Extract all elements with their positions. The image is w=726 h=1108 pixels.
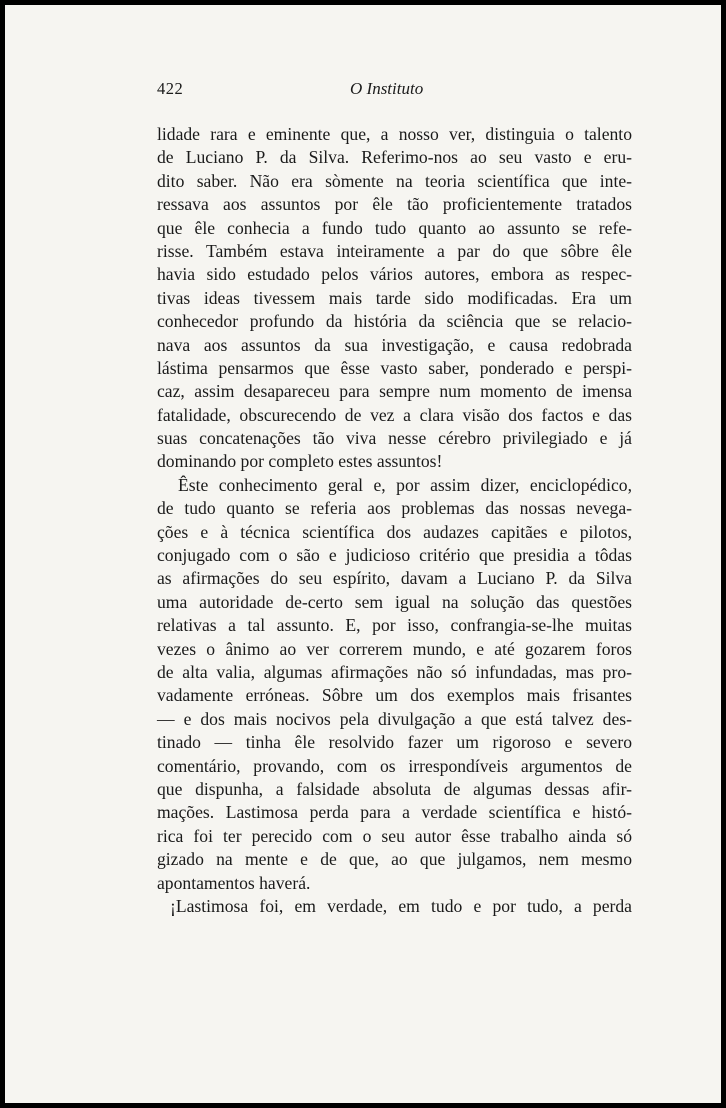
text-line: suas concatenações tão viva nesse cérebro privilegiado e já [157,428,632,449]
page-header [157,79,632,105]
text-line: tinado — tinha êle resolvido fazer um rigoroso e severo [157,732,632,753]
text-line: vadamente erróneas. Sôbre um dos exemplos mais frisantes [157,685,632,706]
paragraph [157,123,632,474]
text-line: caz, assim desapareceu para sempre num momento de imensa [157,381,632,402]
text-line: as afirmações do seu espírito, davam a Luciano P. da Silva [157,568,632,589]
text-line: rica foi ter perecido com o seu autor êsse trabalho ainda só [157,825,632,846]
text-line: risse. Também estava inteiramente a par do que sôbre êle [157,240,632,261]
text-line: ressava aos assuntos por êle tão proficientemente tratados [157,194,632,215]
text-line: — e dos mais nocivos pela divulgação a que está talvez des- [157,708,632,729]
text-line: lidade rara e eminente que, a nosso ver, distinguia o talento [157,124,632,144]
paragraph [157,895,632,918]
text-line: uma autoridade de-certo sem igual na solução das questões [157,591,632,612]
text-line: Êste conhecimento geral e, por assim dizer, enciclopédico, [178,474,632,495]
text-line: tivas ideas tivessem mais tarde sido modificadas. Era um [157,287,632,308]
text-line: conhecedor profundo da história da sciência que se relacio- [157,311,632,332]
text-line: fatalidade, obscurecendo de vez a clara visão dos factos e das [157,404,632,425]
text-line: apontamentos haverá. [157,872,311,893]
text-line: relativas a tal assunto. E, por isso, confrangia-se-lhe muitas [157,615,632,636]
text-line: havia sido estudado pelos vários autores, embora as respec- [157,264,632,285]
text-line: lástima pensarmos que êsse vasto saber, ponderado e perspi- [157,357,632,378]
text-line: que êle conhecia a fundo tudo quanto ao assunto se refe- [157,217,632,238]
text-line: de Luciano P. da Silva. Referimo-nos ao seu vasto e eru- [157,147,632,168]
text-line: de tudo quanto se referia aos problemas das nossas nevega- [157,498,632,519]
text-line: conjugado com o são e judicioso critério que presidia a tôdas [157,545,632,566]
text-line: de alta valia, algumas afirmações não só infundadas, mas pro- [157,661,632,682]
book-page [5,5,721,1103]
text-line: vezes o ânimo ao ver correrem mundo, e até gozarem foros [157,638,632,659]
text-line: nava aos assuntos da sua investigação, e causa redobrada [157,334,632,355]
body-text [157,123,632,918]
text-line: ¡Lastimosa foi, em verdade, em tudo e por tudo, a perda [170,895,632,916]
text-line: gizado na mente e de que, ao que julgamos, nem mesmo [157,849,632,870]
text-line: dito saber. Não era sòmente na teoria scientífica que inte- [157,170,632,191]
text-line: mações. Lastimosa perda para a verdade scientífica e histó- [157,802,632,823]
text-line: dominando por completo estes assuntos! [157,451,443,472]
page-number: 422 [157,79,184,98]
text-line: comentário, provando, com os irrespondíveis argumentos de [157,755,632,776]
paragraph [157,474,632,895]
running-head: O Instituto [350,79,424,98]
text-line: que dispunha, a falsidade absoluta de algumas dessas afir- [157,778,632,799]
text-line: ções e à técnica scientífica dos audazes capitães e pilotos, [157,521,632,542]
